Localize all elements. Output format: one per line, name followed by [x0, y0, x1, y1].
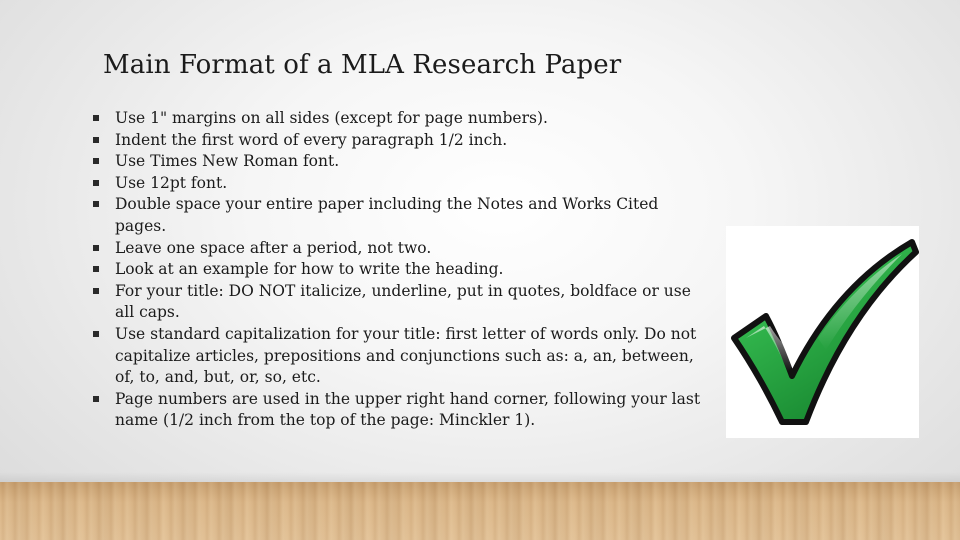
green-checkmark-icon	[726, 226, 919, 438]
bullet-text: Indent the first word of every paragraph 1/2 inch.	[115, 130, 508, 149]
wood-floor	[0, 482, 960, 540]
list-item	[93, 108, 708, 130]
bullet-marker-icon	[93, 201, 99, 207]
bullet-marker-icon	[93, 137, 99, 143]
list-item	[93, 173, 708, 195]
bullet-text: Leave one space after a period, not two.	[115, 238, 432, 257]
list-item	[93, 194, 708, 237]
bullet-list	[93, 108, 708, 432]
bullet-marker-icon	[93, 396, 99, 402]
list-item	[93, 259, 708, 281]
bullet-marker-icon	[93, 288, 99, 294]
list-item	[93, 151, 708, 173]
bullet-marker-icon	[93, 115, 99, 121]
bullet-text: Use standard capitalization for your title: first letter of words only. Do not capitalize articles, prepositions and conjunctions such as: a, an, between, of, to, and, but, or, so, etc.	[115, 324, 697, 387]
bullet-text: Look at an example for how to write the heading.	[115, 260, 504, 279]
list-item	[93, 281, 708, 324]
bullet-marker-icon	[93, 245, 99, 251]
bullet-text: Use 1" margins on all sides (except for page numbers).	[115, 109, 548, 127]
slide-title: Main Format of a MLA Research Paper	[103, 50, 622, 80]
bullet-marker-icon	[93, 331, 99, 337]
checkmark-image	[726, 226, 919, 438]
bullet-text: Page numbers are used in the upper right hand corner, following your last name (1/2 inch from the top of the page: Minckler 1).	[115, 389, 701, 430]
bullet-text: Double space your entire paper including the Notes and Works Cited pages.	[115, 195, 659, 235]
bullet-text: For your title: DO NOT italicize, underline, put in quotes, boldface or use all caps.	[115, 281, 691, 322]
bullet-marker-icon	[93, 266, 99, 272]
bullet-marker-icon	[93, 180, 99, 186]
list-item	[93, 389, 708, 432]
list-item	[93, 238, 708, 260]
bullet-text: Use 12pt font.	[115, 173, 228, 192]
bullet-text: Use Times New Roman font.	[115, 152, 340, 171]
list-item	[93, 130, 708, 152]
bullet-marker-icon	[93, 158, 99, 164]
list-item	[93, 324, 708, 389]
